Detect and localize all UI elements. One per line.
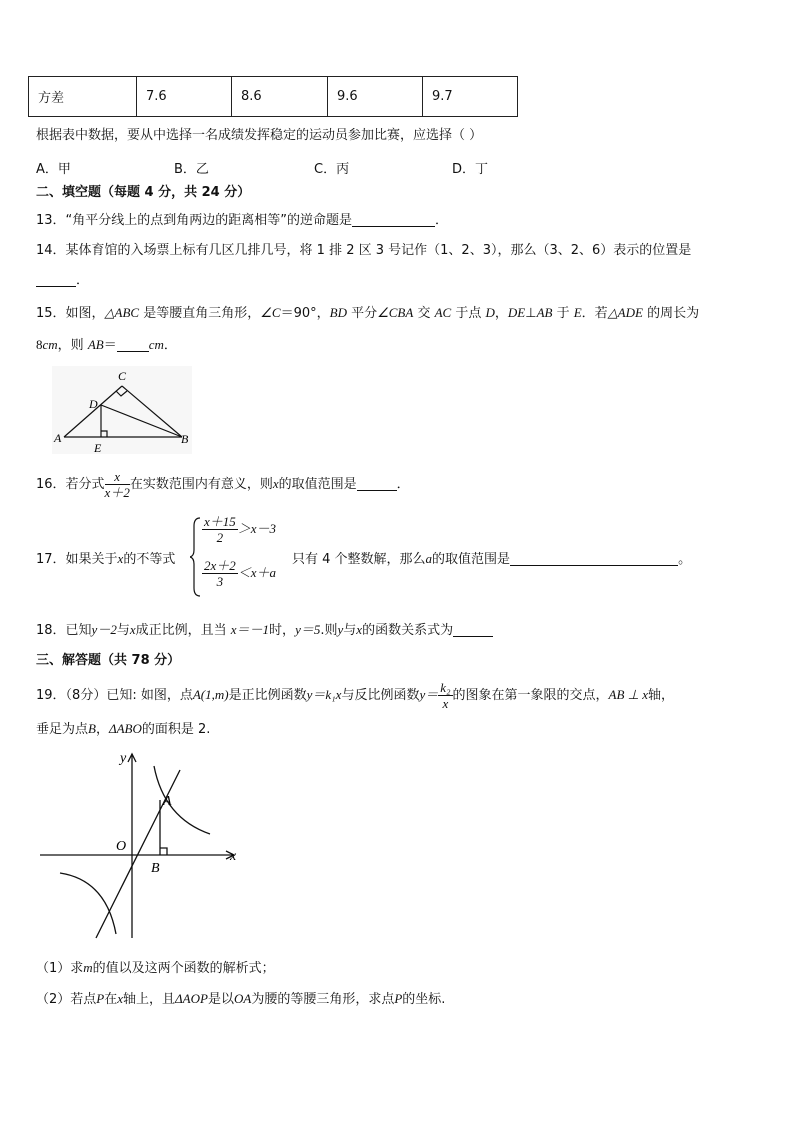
q18-math: x: [129, 622, 136, 637]
label-e: E: [94, 441, 102, 454]
q12-option-d: D．丁: [452, 162, 489, 177]
q19-text: 为腰的等腰三角形，求点: [251, 992, 395, 1007]
q15-line1: [36, 304, 699, 323]
q19-line1: [36, 678, 674, 713]
q15-text: 平分: [346, 306, 378, 321]
q17-end: 。: [678, 552, 692, 567]
q17-lead: [36, 548, 175, 567]
q12-option-a: A．甲: [36, 162, 71, 177]
q16-text: 16．若分式: [36, 477, 105, 492]
q15-text: 于: [552, 306, 574, 321]
label-o: O: [116, 839, 127, 854]
q18-text: .则: [320, 623, 338, 638]
q18-math: y: [337, 622, 344, 637]
table-cell-value: 7.6: [137, 77, 232, 117]
q19-text: 轴，: [648, 688, 675, 703]
q13-text: 13．“角平分线上的点到角两边的距离相等”的逆命题是: [36, 213, 353, 228]
section-heading-solve: 三、解答题（共 78 分）: [36, 653, 181, 668]
q14-line1: 14．某体育馆的入场票上标有几区几排几号，将 1 排 2 区 3 号记作（1、2、3），那么（3、2、6）表示的位置是: [36, 243, 692, 258]
q19-math: AB ⊥ x: [608, 687, 649, 702]
q19-math: ΔABO: [108, 721, 142, 736]
q17-inequality-1: [202, 514, 276, 545]
answer-blank: [36, 272, 76, 287]
q15-text: ＝: [103, 338, 117, 353]
q15-text: ，: [494, 306, 508, 321]
q19-text: 的值以及这两个函数的解析式；: [92, 961, 275, 976]
q15-math: cm: [148, 337, 164, 352]
q15-text: 于点: [451, 306, 486, 321]
q15-text: ．: [163, 338, 177, 353]
answer-blank: [357, 476, 397, 491]
q19-text: 是正比例函数: [228, 688, 307, 703]
label-a: A: [54, 431, 62, 445]
q15-line2: [36, 336, 177, 355]
q19-math: y＝: [419, 687, 439, 702]
q16: [36, 466, 410, 503]
q19-text: （2）若点: [36, 992, 97, 1007]
q19-math: OA: [233, 991, 252, 1006]
q15-text: ，则: [57, 338, 88, 353]
q18-text: 与: [343, 623, 357, 638]
q15-math: BD: [329, 305, 347, 320]
q14-line2: [36, 272, 89, 290]
q16-text: 的取值范围是: [278, 477, 357, 492]
q15-triangle-figure: [52, 366, 192, 454]
fraction-numerator: k₂: [440, 680, 451, 695]
answer-blank: [510, 551, 678, 566]
fraction-numerator: x＋15: [204, 514, 236, 529]
q19-math: m: [83, 960, 93, 975]
q17-inequality-2: [202, 558, 276, 589]
q19-text: ，: [95, 722, 109, 737]
inequality-rhs: ＞x－3: [237, 521, 277, 536]
q17-tail: [292, 548, 691, 567]
right-angle-mark-b: [160, 848, 167, 855]
q18-text: 成正比例，且当: [135, 623, 231, 638]
q15-math: 8: [36, 337, 43, 352]
q19-fraction: [438, 680, 452, 711]
q19-math: P: [394, 991, 403, 1006]
q19-coordinate-figure: [38, 748, 248, 943]
label-b: B: [151, 861, 160, 876]
q15-math: DE: [507, 305, 526, 320]
q19-text: 的坐标.: [402, 992, 446, 1007]
q12-stem: 根据表中数据，要从中选择一名成绩发挥稳定的运动员参加比赛，应选择（ ）: [36, 128, 483, 143]
q19-sub2: [36, 990, 445, 1009]
q19-math: P: [96, 991, 105, 1006]
q19-text: 轴上，且: [123, 992, 176, 1007]
q19-math: A(1,m): [192, 687, 229, 702]
inequality-fraction: [202, 514, 238, 545]
label-d: D: [89, 397, 98, 411]
system-brace: [190, 516, 202, 598]
q16-end: ．: [396, 477, 410, 492]
q15-text: 的周长为: [642, 306, 700, 321]
table-row: [29, 77, 518, 117]
fraction-numerator: 2x＋2: [204, 558, 236, 573]
q19-math: y＝k₁x: [306, 687, 342, 702]
q15-math: AB: [536, 305, 553, 320]
q19-text: 的面积是 2.: [141, 722, 211, 737]
inequality-fraction: [202, 558, 238, 589]
q15-math: △ABC: [104, 305, 140, 320]
q15-math: AC: [434, 305, 452, 320]
q15-text: ．若: [581, 306, 608, 321]
fraction-numerator: x: [105, 469, 130, 485]
q19-text: 与反比例函数: [341, 688, 420, 703]
q14-end: ．: [76, 273, 90, 288]
fraction-denominator: 2: [216, 530, 224, 545]
q12-option-c: C．丙: [314, 162, 350, 177]
q17-math: a: [425, 551, 433, 566]
q15-text: 交: [413, 306, 435, 321]
q18-math: x＝－1: [230, 622, 270, 637]
q17-text: 只有 4 个整数解，那么: [292, 552, 426, 567]
q15-num: 15．如图，: [36, 306, 105, 321]
q13-end: ．: [435, 213, 449, 228]
q17-text: 的取值范围是: [432, 552, 511, 567]
q18-text: 的函数关系式为: [362, 623, 454, 638]
table-cell-label: 方差: [29, 77, 137, 117]
q17-math: x: [117, 551, 124, 566]
q15-math: ∠CBA: [377, 305, 414, 320]
answer-blank: [352, 212, 435, 227]
q19-text: （1）求: [36, 961, 84, 976]
inequality-rhs: ＜x＋a: [237, 565, 277, 580]
q18-text: 与: [116, 623, 130, 638]
variance-table: [28, 76, 518, 117]
label-x: x: [230, 849, 237, 864]
fraction-denominator: x: [442, 696, 449, 711]
q15-math: ∠C: [260, 305, 281, 320]
q19-text: 是以: [207, 992, 234, 1007]
q15-math: cm: [42, 337, 58, 352]
q15-math: E: [573, 305, 582, 320]
q15-text: 是等腰直角三角形，: [139, 306, 261, 321]
fraction-denominator: 3: [216, 574, 224, 589]
q15-math: D: [485, 305, 495, 320]
q18-math: x: [356, 622, 363, 637]
q19-math: ΔAOP: [175, 991, 208, 1006]
q13: [36, 212, 448, 230]
q16-text: 在实数范围内有意义，则: [129, 477, 273, 492]
label-y: y: [120, 751, 127, 766]
table-cell-value: 8.6: [232, 77, 328, 117]
answer-blank: [117, 337, 149, 352]
q12-option-b: B．乙: [174, 162, 209, 177]
q18-math: y－2: [91, 622, 117, 637]
answer-blank: [453, 622, 493, 637]
q19-line2: [36, 720, 210, 739]
q18-math: y＝5: [295, 622, 321, 637]
q15-text: ＝90°，: [280, 306, 330, 321]
q19-text: 在: [104, 992, 118, 1007]
q17-text: 17．如果关于: [36, 552, 118, 567]
q15-text: ⊥: [525, 306, 537, 321]
q19-math: x: [117, 991, 124, 1006]
label-b: B: [181, 432, 189, 446]
q19-text: 垂足为点: [36, 722, 89, 737]
q16-fraction: [105, 469, 130, 500]
q19-text: 19．（8分）已知: 如图，点: [36, 688, 193, 703]
q18-text: 时，: [269, 623, 296, 638]
q18: [36, 621, 493, 640]
table-cell-value: 9.7: [423, 77, 518, 117]
q19-sub1: [36, 959, 275, 978]
q15-math: AB: [87, 337, 104, 352]
section-heading-fill-blank: 二、填空题（每题 4 分，共 24 分）: [36, 185, 251, 200]
q18-text: 18．已知: [36, 623, 92, 638]
hyperbola-branch-2: [60, 873, 116, 934]
q19-text: 的图象在第一象限的交点，: [452, 688, 609, 703]
table-cell-value: 9.6: [328, 77, 423, 117]
label-c: C: [118, 369, 127, 383]
q19-math: B: [88, 721, 96, 736]
fraction-denominator: x＋2: [104, 485, 130, 500]
q17-text: 的不等式: [123, 552, 176, 567]
q15-math: △ADE: [607, 305, 643, 320]
label-a: A: [163, 794, 172, 809]
q16-math: x: [272, 476, 279, 491]
